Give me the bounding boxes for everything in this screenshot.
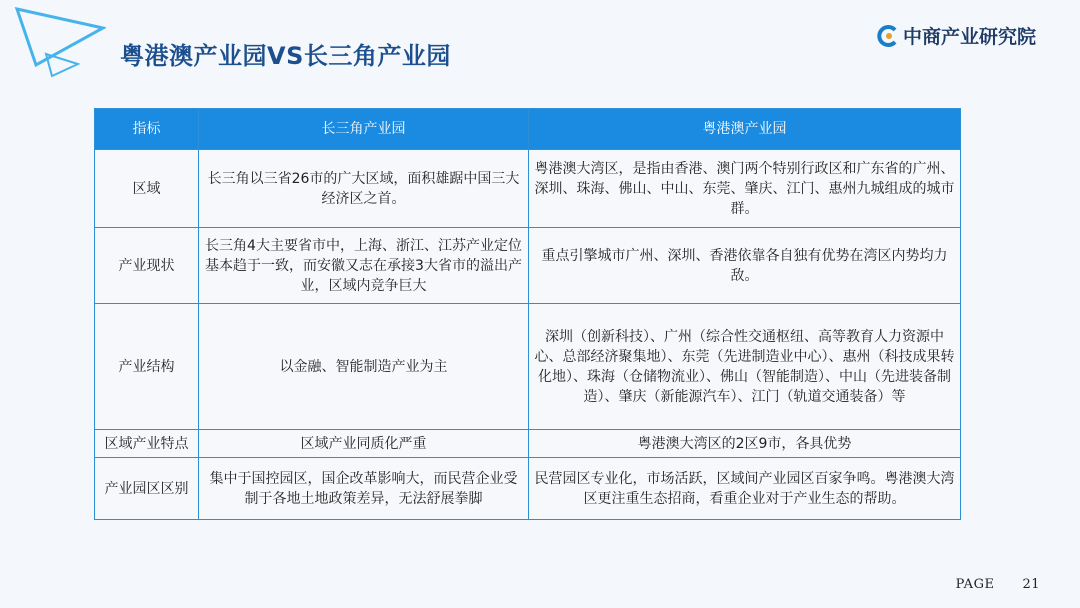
row-indicator: 区域产业特点 bbox=[95, 430, 199, 458]
column-header-indicator: 指标 bbox=[95, 109, 199, 150]
logo-text: 中商产业研究院 bbox=[902, 26, 1036, 48]
gba-cell: 粤港澳大湾区的2区9市，各具优势 bbox=[529, 430, 961, 458]
logo-mark-icon bbox=[875, 24, 899, 48]
row-indicator: 产业结构 bbox=[95, 304, 199, 430]
brand-logo bbox=[875, 22, 1036, 49]
table-row bbox=[95, 304, 961, 430]
yrd-cell: 长三角4大主要省市中，上海、浙江、江苏产业定位基本趋于一致，而安徽又志在承接3大省市的溢出产业，区域内竞争巨大 bbox=[199, 228, 529, 304]
row-indicator: 产业现状 bbox=[95, 228, 199, 304]
gba-cell: 民营园区专业化，市场活跃，区域间产业园区百家争鸣。粤港澳大湾区更注重生态招商，看重企业对于产业生态的帮助。 bbox=[529, 458, 961, 520]
page-title: 粤港澳产业园VS长三角产业园 bbox=[120, 42, 451, 70]
row-indicator: 区域 bbox=[95, 150, 199, 228]
yrd-cell: 集中于国控园区，国企改革影响大，而民营企业受制于各地土地政策差异，无法舒展拳脚 bbox=[199, 458, 529, 520]
page-number bbox=[956, 577, 1040, 592]
comparison-table bbox=[94, 108, 961, 520]
table-row bbox=[95, 430, 961, 458]
table-row bbox=[95, 228, 961, 304]
column-header-gba: 粤港澳产业园 bbox=[529, 109, 961, 150]
row-indicator: 产业园区区别 bbox=[95, 458, 199, 520]
page-label: PAGE bbox=[955, 577, 995, 592]
gba-cell: 深圳（创新科技）、广州（综合性交通枢纽、高等教育人力资源中心、总部经济聚集地）、东莞（先进制造业中心）、惠州（科技成果转化地）、珠海（仓储物流业）、佛山（智能制造）、中山（先进装备制造）、肇庆（新能源汽车）、江门（轨道交通装备）等 bbox=[529, 304, 961, 430]
yrd-cell: 长三角以三省26市的广大区域，面积雄踞中国三大经济区之首。 bbox=[199, 150, 529, 228]
table-row bbox=[95, 150, 961, 228]
table-header-row bbox=[95, 109, 961, 150]
decorative-triangle-small bbox=[44, 52, 80, 78]
gba-cell: 粤港澳大湾区，是指由香港、澳门两个特别行政区和广东省的广州、深圳、珠海、佛山、中山、东莞、肇庆、江门、惠州九城组成的城市群。 bbox=[529, 150, 961, 228]
gba-cell: 重点引擎城市广州、深圳、香港依靠各自独有优势在湾区内势均力敌。 bbox=[529, 228, 961, 304]
yrd-cell: 区域产业同质化严重 bbox=[199, 430, 529, 458]
table-row bbox=[95, 458, 961, 520]
yrd-cell: 以金融、智能制造产业为主 bbox=[199, 304, 529, 430]
column-header-yrd: 长三角产业园 bbox=[199, 109, 529, 150]
page-number-value: 21 bbox=[1022, 577, 1040, 592]
